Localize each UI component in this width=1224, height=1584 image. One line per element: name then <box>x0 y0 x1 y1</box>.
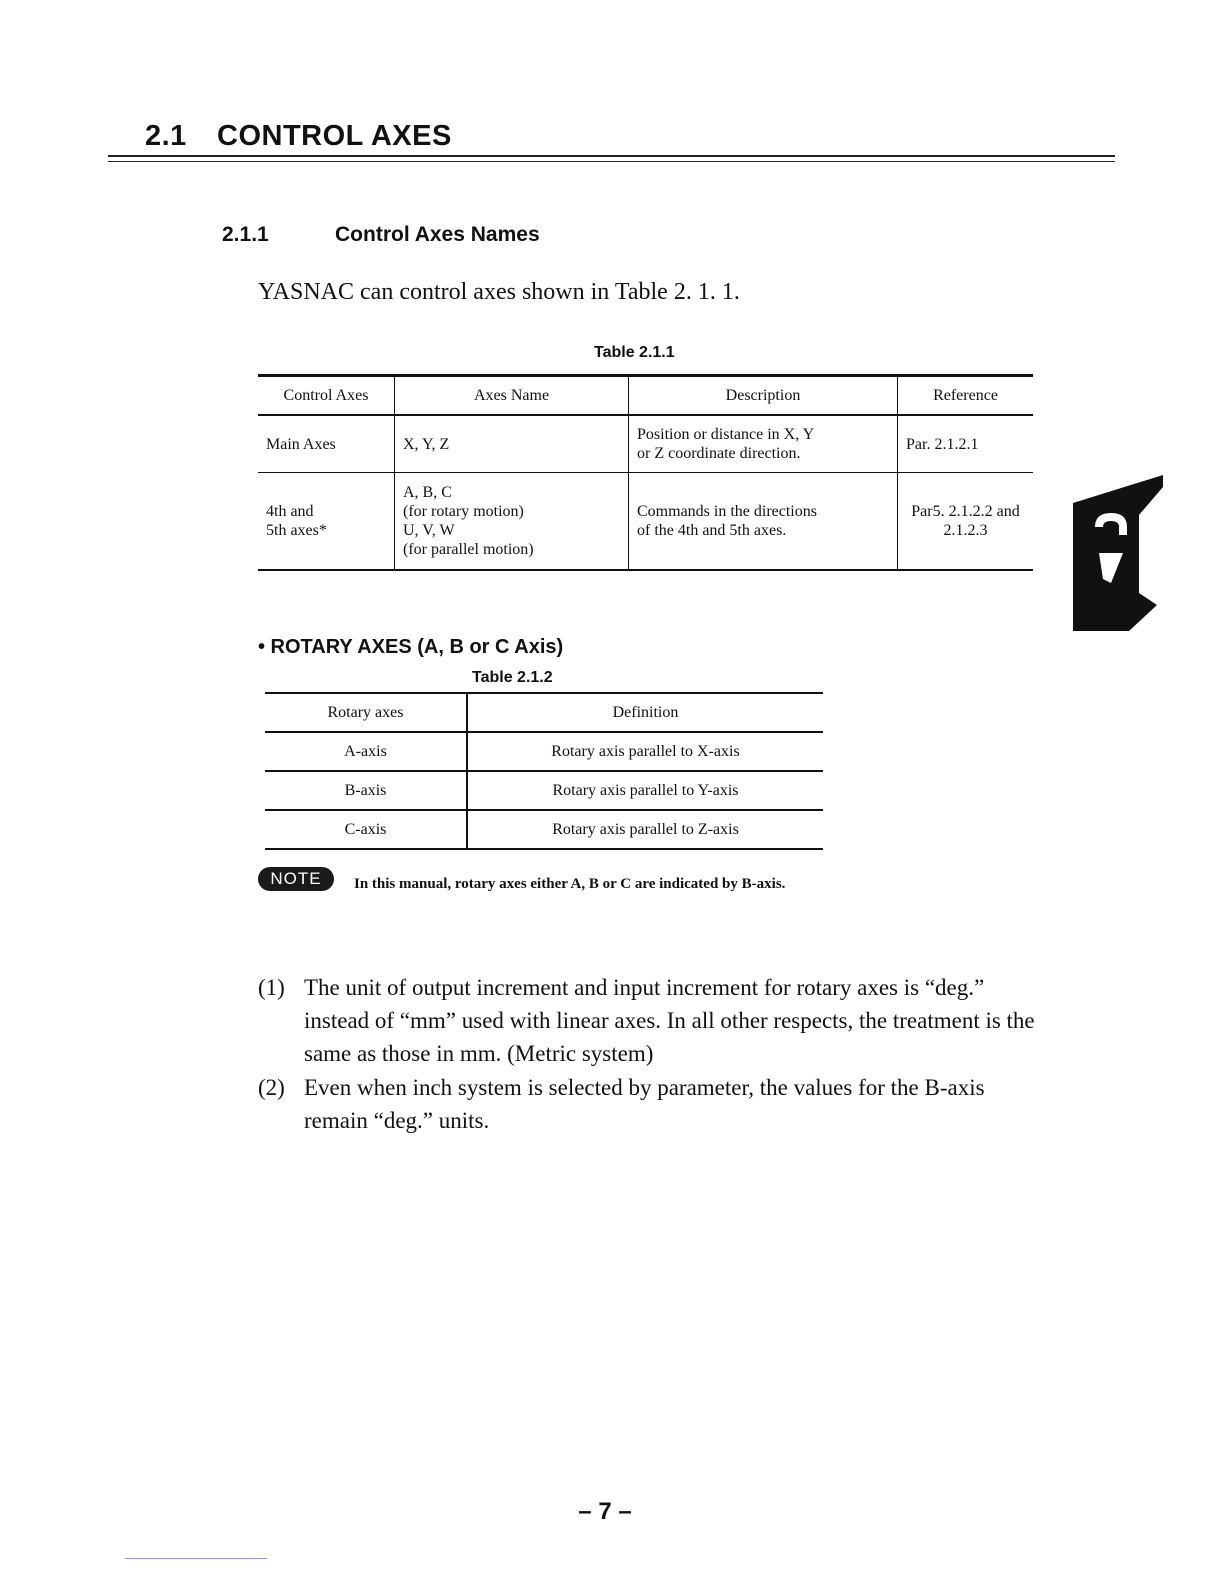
chapter-tab <box>1073 475 1165 635</box>
table-header-row <box>258 376 1033 416</box>
cell-control-axes: Main Axes <box>258 415 395 473</box>
table-caption: Table 2.1.1 <box>594 344 675 361</box>
intro-text: YASNAC can control axes shown in Table 2. 1. 1. <box>258 279 740 305</box>
cell-description: Commands in the directions of the 4th and 5th axes. <box>629 473 898 571</box>
header-axes-name: Axes Name <box>395 376 629 416</box>
page-number: – 7 – <box>578 1498 632 1525</box>
subsection-title <box>222 223 540 247</box>
cell-reference: Par. 2.1.2.1 <box>898 415 1034 473</box>
cell-axes-name: X, Y, Z <box>395 415 629 473</box>
paragraph-text: The unit of output increment and input increment for rotary axes is “deg.” instead of “mm” used with linear axes. In all other respects, the treatment is the same as those in mm. (Metric system) <box>304 975 1035 1066</box>
cell-axis: C-axis <box>265 810 467 849</box>
cell-definition: Rotary axis parallel to X-axis <box>467 732 823 771</box>
rotary-axes-heading: • ROTARY AXES (A, B or C Axis) <box>258 636 564 658</box>
subsection-title-text: Control Axes Names <box>335 223 540 246</box>
header-control-axes: Control Axes <box>258 376 395 416</box>
cell-axes-name: A, B, C (for rotary motion) U, V, W (for parallel motion) <box>395 473 629 571</box>
table-row <box>265 732 823 771</box>
header-reference: Reference <box>898 376 1034 416</box>
table-row <box>265 810 823 849</box>
header-rotary-axes: Rotary axes <box>265 693 467 732</box>
cell-definition: Rotary axis parallel to Y-axis <box>467 771 823 810</box>
table-row <box>258 415 1033 473</box>
cell-control-axes: 4th and 5th axes* <box>258 473 395 571</box>
cell-axis: A-axis <box>265 732 467 771</box>
header-definition: Definition <box>467 693 823 732</box>
control-axes-table <box>258 374 1033 571</box>
header-rule-bottom <box>108 161 1115 162</box>
section-number: 2.1 <box>145 120 187 152</box>
cell-description: Position or distance in X, Y or Z coordinate direction. <box>629 415 898 473</box>
cell-reference: Par5. 2.1.2.2 and 2.1.2.3 <box>898 473 1034 571</box>
footer-rule <box>125 1558 267 1559</box>
header-rule-top <box>108 155 1115 157</box>
note-text: In this manual, rotary axes either A, B or C are indicated by B-axis. <box>354 876 786 892</box>
cell-definition: Rotary axis parallel to Z-axis <box>467 810 823 849</box>
cell-axis: B-axis <box>265 771 467 810</box>
table-header-row <box>265 693 823 732</box>
table-row <box>258 473 1033 571</box>
header-description: Description <box>629 376 898 416</box>
table-row <box>265 771 823 810</box>
rotary-axes-table <box>265 692 823 850</box>
subsection-number: 2.1.1 <box>222 223 269 246</box>
section-title <box>145 120 452 153</box>
paragraph-number: (2) <box>258 1075 285 1100</box>
table-caption: Table 2.1.2 <box>472 669 553 686</box>
section-title-text: CONTROL AXES <box>217 120 452 152</box>
paragraph-number: (1) <box>258 975 285 1000</box>
note-badge: NOTE <box>258 867 334 891</box>
paragraph-text: Even when inch system is selected by parameter, the values for the B-axis remain “deg.” units. <box>304 1075 985 1133</box>
